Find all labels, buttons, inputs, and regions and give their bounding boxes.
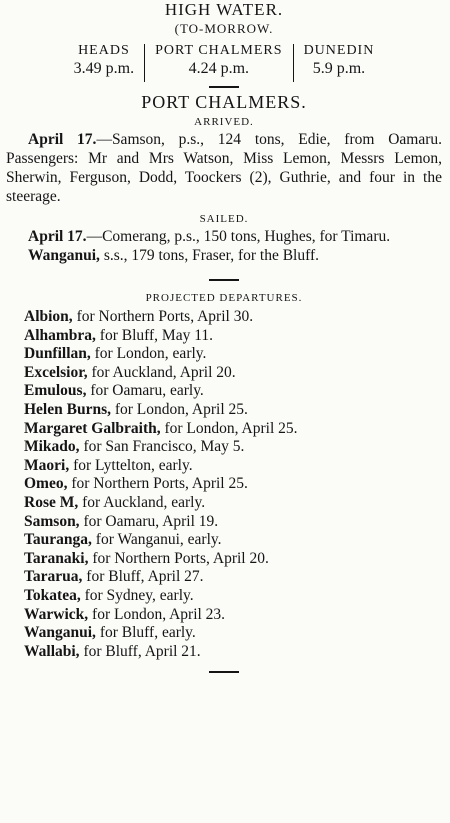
- ship-name: Helen Burns,: [24, 400, 111, 418]
- list-item: [24, 401, 442, 420]
- ship-name: Margaret Galbraith,: [24, 419, 161, 437]
- section-rule: [209, 279, 239, 281]
- departure-detail: for London, April 25.: [110, 400, 248, 418]
- section-rule: [209, 86, 239, 88]
- ship-name: Samson,: [24, 512, 80, 530]
- arrived-text: —Samson, p.s., 124 tons, Edie, from Oamaru. Passengers: Mr and Mrs Watson, Miss Lemon, Messrs Lemon, Sherwin, Ferguson, Dodd, Toockers (2), Guthrie, and four in the steerage.: [6, 131, 442, 205]
- sailed-entry: [6, 227, 442, 246]
- departure-detail: for Oamaru, April 19.: [79, 512, 219, 530]
- sailed-text: —Comerang, p.s., 150 tons, Hughes, for Timaru.: [86, 228, 391, 245]
- arrived-entry: [6, 130, 442, 206]
- departures-list: [6, 308, 442, 661]
- ship-name: Tararua,: [24, 568, 83, 586]
- departure-detail: for London, April 25.: [160, 419, 298, 437]
- tide-time: 3.49 p.m.: [73, 60, 135, 77]
- ship-name: Albion,: [24, 308, 73, 325]
- ship-name: Wallabi,: [24, 642, 80, 660]
- departure-detail: for Northern Ports, April 25.: [67, 475, 248, 493]
- departure-detail: for London, early.: [90, 345, 207, 363]
- list-item: [24, 475, 442, 494]
- list-item: [24, 382, 442, 401]
- departure-detail: for Bluff, April 21.: [79, 642, 201, 660]
- port-heading: PORT CHALMERS.: [141, 92, 307, 112]
- arrived-date: April 17.: [28, 131, 97, 148]
- ship-name: Omeo,: [24, 475, 68, 493]
- sailed-entry-2: [6, 246, 442, 265]
- list-item: [24, 457, 442, 476]
- arrived-heading: ARRIVED.: [194, 116, 254, 128]
- ship-name: Wanganui,: [24, 624, 96, 642]
- departure-detail: for Auckland, early.: [78, 493, 206, 511]
- tide-time: 4.24 p.m.: [188, 60, 250, 77]
- tide-place: HEADS: [78, 43, 130, 58]
- tide-place: PORT CHALMERS: [155, 43, 283, 58]
- list-item: [24, 531, 442, 550]
- list-item: [24, 308, 442, 327]
- list-item: [24, 327, 442, 346]
- list-item: [24, 494, 442, 513]
- departure-detail: for Northern Ports, April 30.: [72, 308, 254, 325]
- high-water-subtitle: (TO-MORROW.: [174, 21, 274, 36]
- departure-detail: for Northern Ports, April 20.: [88, 549, 269, 567]
- list-item: [24, 643, 442, 662]
- ship-name: Rose M,: [24, 493, 79, 511]
- departure-detail: for Bluff, early.: [95, 624, 196, 642]
- list-item: [24, 606, 442, 625]
- list-item: [24, 587, 442, 606]
- ship-name: Emulous,: [24, 382, 87, 400]
- sailed-date: April 17.: [28, 228, 87, 245]
- departure-detail: for London, April 23.: [88, 605, 226, 623]
- list-item: [24, 513, 442, 532]
- ship-name: Mikado,: [24, 438, 80, 456]
- list-item: [24, 364, 442, 383]
- section-rule: [209, 671, 239, 673]
- ship-name: Warwick,: [24, 605, 89, 623]
- ship-name: Maori,: [24, 456, 70, 474]
- high-water-title: HIGH WATER.: [164, 0, 284, 19]
- tide-table: [6, 42, 442, 82]
- departure-detail: for San Francisco, May 5.: [79, 438, 245, 456]
- tide-port-chalmers: [145, 42, 292, 78]
- ship-name: Tauranga,: [24, 531, 92, 549]
- departure-detail: for Lyttelton, early.: [69, 456, 193, 474]
- ship-name: Tokatea,: [24, 586, 81, 604]
- tide-dunedin: [294, 42, 385, 78]
- sailed-ship: Wanganui,: [28, 247, 100, 264]
- ship-name: Dunfillan,: [24, 345, 91, 363]
- departure-detail: for Bluff, May 11.: [95, 326, 214, 344]
- departures-heading: PROJECTED DEPARTURES.: [145, 292, 303, 304]
- ship-name: Excelsior,: [24, 363, 88, 381]
- ship-name: Taranaki,: [24, 549, 89, 567]
- tide-time: 5.9 p.m.: [312, 60, 366, 77]
- departure-detail: for Sydney, early.: [80, 586, 194, 604]
- list-item: [24, 345, 442, 364]
- list-item: [24, 624, 442, 643]
- list-item: [24, 568, 442, 587]
- sailed-text-2: s.s., 179 tons, Fraser, for the Bluff.: [99, 247, 320, 264]
- sailed-heading: SAILED.: [199, 213, 249, 225]
- list-item: [24, 438, 442, 457]
- tide-heads: [64, 42, 144, 78]
- departure-detail: for Bluff, April 27.: [82, 568, 204, 586]
- departure-detail: for Oamaru, early.: [86, 382, 204, 400]
- ship-name: Alhambra,: [24, 326, 96, 344]
- list-item: [24, 420, 442, 439]
- departure-detail: for Wanganui, early.: [91, 531, 222, 549]
- list-item: [24, 550, 442, 569]
- departure-detail: for Auckland, April 20.: [87, 363, 236, 381]
- tide-place: DUNEDIN: [303, 43, 375, 58]
